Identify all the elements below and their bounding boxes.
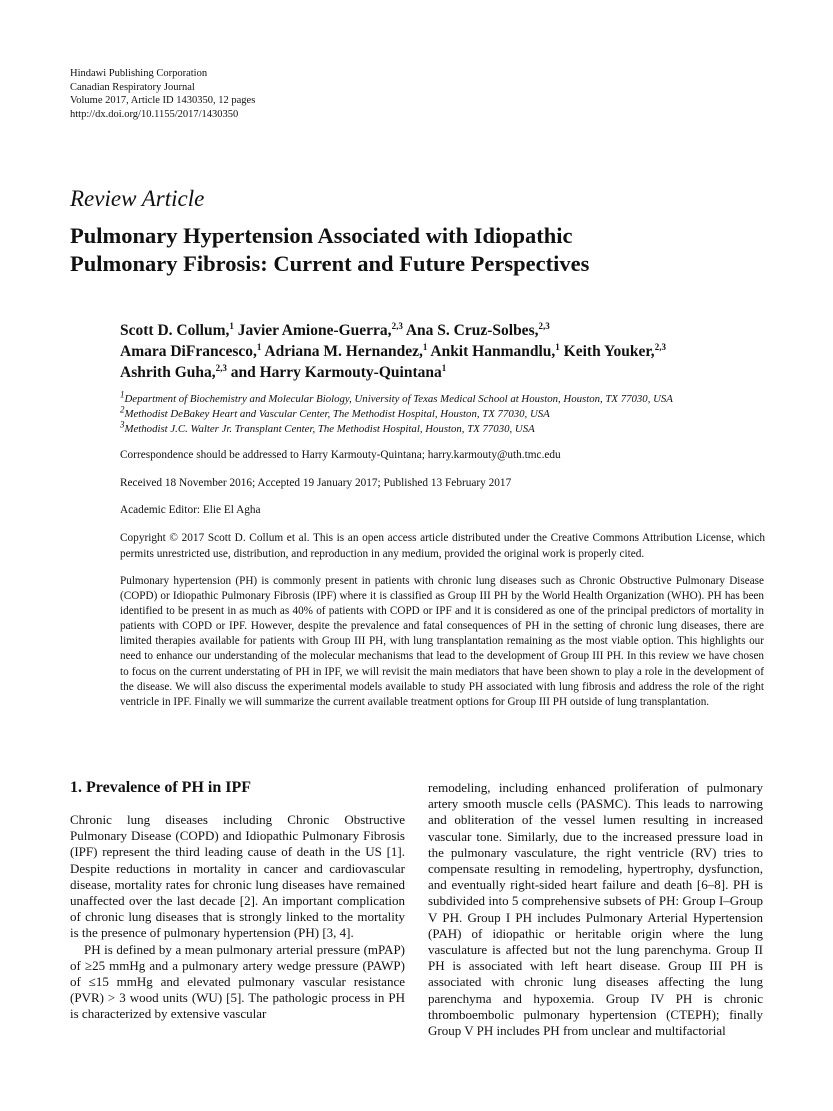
academic-editor: Academic Editor: Elie El Agha xyxy=(120,504,261,516)
paragraph: Chronic lung diseases including Chronic Obstructive Pulmonary Disease (COPD) and Idiopathic Pulmonary Fibrosis (IPF) represent the third leading cause of death in the US [1]. Despite reductions in mortality in cancer and cardiovascular disease, mortality rates for chronic lung diseases have remained unaffected over the last decade [2]. An important complication of chronic lung diseases that is strongly linked to the mortality is the presence of pulmonary hypertension (PH) [3, 4]. xyxy=(70,812,405,941)
paper-title xyxy=(70,222,770,278)
author: Keith Youker,$^{2,3}$ xyxy=(563,341,666,360)
author: Ankit Hanmandlu,$^1$ xyxy=(430,341,560,360)
title-line: Pulmonary Hypertension Associated with Idiopathic xyxy=(70,223,573,248)
correspondence: Correspondence should be addressed to Harry Karmouty-Quintana; harry.karmouty@uth.tmc.edu xyxy=(120,449,561,461)
volume-info: Volume 2017, Article ID 1430350, 12 pages xyxy=(70,95,256,106)
author: Javier Amione-Guerra,$^{2,3}$ xyxy=(237,320,403,339)
paragraph: PH is defined by a mean pulmonary arterial pressure (mPAP) of ≥25 mmHg and a pulmonary artery wedge pressure (PAWP) of ≤15 mmHg and elevated pulmonary vascular resistance (PVR) > 3 wood units (WU) [5]. The pathologic process in PH is characterized by extensive vascular xyxy=(70,941,405,1022)
left-column xyxy=(70,812,405,1023)
publisher: Hindawi Publishing Corporation xyxy=(70,68,208,79)
affiliation: $^3$Methodist J.C. Walter Jr. Transplant Center, The Methodist Hospital, Houston, TX 77030, USA xyxy=(120,419,535,435)
doi-link[interactable]: http://dx.doi.org/10.1155/2017/1430350 xyxy=(70,108,239,120)
dates: Received 18 November 2016; Accepted 19 January 2017; Published 13 February 2017 xyxy=(120,477,512,489)
right-column xyxy=(428,780,763,1039)
article-type: Review Article xyxy=(70,186,205,211)
author: Ana S. Cruz-Solbes,$^{2,3}$ xyxy=(405,320,550,339)
affiliations xyxy=(120,389,673,437)
affiliation: $^2$Methodist DeBakey Heart and Vascular Center, The Methodist Hospital, Houston, TX 77030, USA xyxy=(120,404,550,420)
author: Adriana M. Hernandez,$^1$ xyxy=(264,341,428,360)
section-heading: 1. Prevalence of PH in IPF xyxy=(70,779,251,796)
title-line: Pulmonary Fibrosis: Current and Future Perspectives xyxy=(70,251,590,276)
author: and Harry Karmouty-Quintana$^1$ xyxy=(230,362,447,381)
author: Amara DiFrancesco,$^1$ xyxy=(120,341,262,360)
affiliation: $^1$Department of Biochemistry and Molecular Biology, University of Texas Medical School at Houston, Houston, TX 77030, USA xyxy=(120,389,673,405)
abstract: Pulmonary hypertension (PH) is commonly present in patients with chronic lung diseases such as Chronic Obstructive Pulmonary Disease (COPD) or Idiopathic Pulmonary Fibrosis (IPF) where it is classified as Group III PH by the World Health Organization (WHO). PH has been identified to be present in as much as 40% of patients with COPD or IPF and it is considered as one of the principal predictors of mortality in patients with COPD or IPF. However, despite the prevalence and fatal consequences of PH in the setting of chronic lung diseases, there are limited therapies available for patients with Group III PH, with lung transplantation remaining as the most viable option. This highlights our need to enhance our understanding of the molecular mechanisms that lead to the development of Group III PH. In this review we have chosen to focus on the current understating of PH in IPF, we will revisit the main mediators that have been shown to play a role in the development of the disease. We will also discuss the experimental models available to study PH associated with lung fibrosis and address the role of the right ventricle in IPF. Finally we will summarize the current available treatment options for Group III PH outside of lung transplantation. xyxy=(120,575,764,708)
author-list xyxy=(120,320,780,383)
copyright: Copyright © 2017 Scott D. Collum et al. This is an open access article distributed under the Creative Commons Attribution License, which permits unrestricted use, distribution, and reproduction in any medium, provided the original work is properly cited. xyxy=(120,532,765,560)
author: Scott D. Collum,$^1$ xyxy=(120,320,234,339)
journal-header xyxy=(70,67,255,121)
paragraph: remodeling, including enhanced proliferation of pulmonary artery smooth muscle cells (PASMC). This leads to narrowing and obliteration of the vessel lumen resulting in increased vascular tone. Similarly, due to the increased pressure load in the pulmonary vasculature, the right ventricle (RV) tries to compensate resulting in remodeling, hypertrophy, dysfunction, and eventually right-sided heart failure and death [6–8]. PH is subdivided into 5 comprehensive subsets of PH: Group I–Group V PH. Group I PH includes Pulmonary Arterial Hypertension (PAH) of idiopathic or heritable origin where the lung vasculature is affected but not the lung parenchyma. Group II PH is associated with left heart disease. Group III PH is associated with chronic lung diseases affecting the lung parenchyma and hypoxemia. Group IV PH is chronic thromboembolic pulmonary hypertension (CTEPH); finally Group V PH includes PH from unclear and multifactorial xyxy=(428,780,763,1039)
journal-name: Canadian Respiratory Journal xyxy=(70,81,195,93)
author: Ashrith Guha,$^{2,3}$ xyxy=(120,362,227,381)
